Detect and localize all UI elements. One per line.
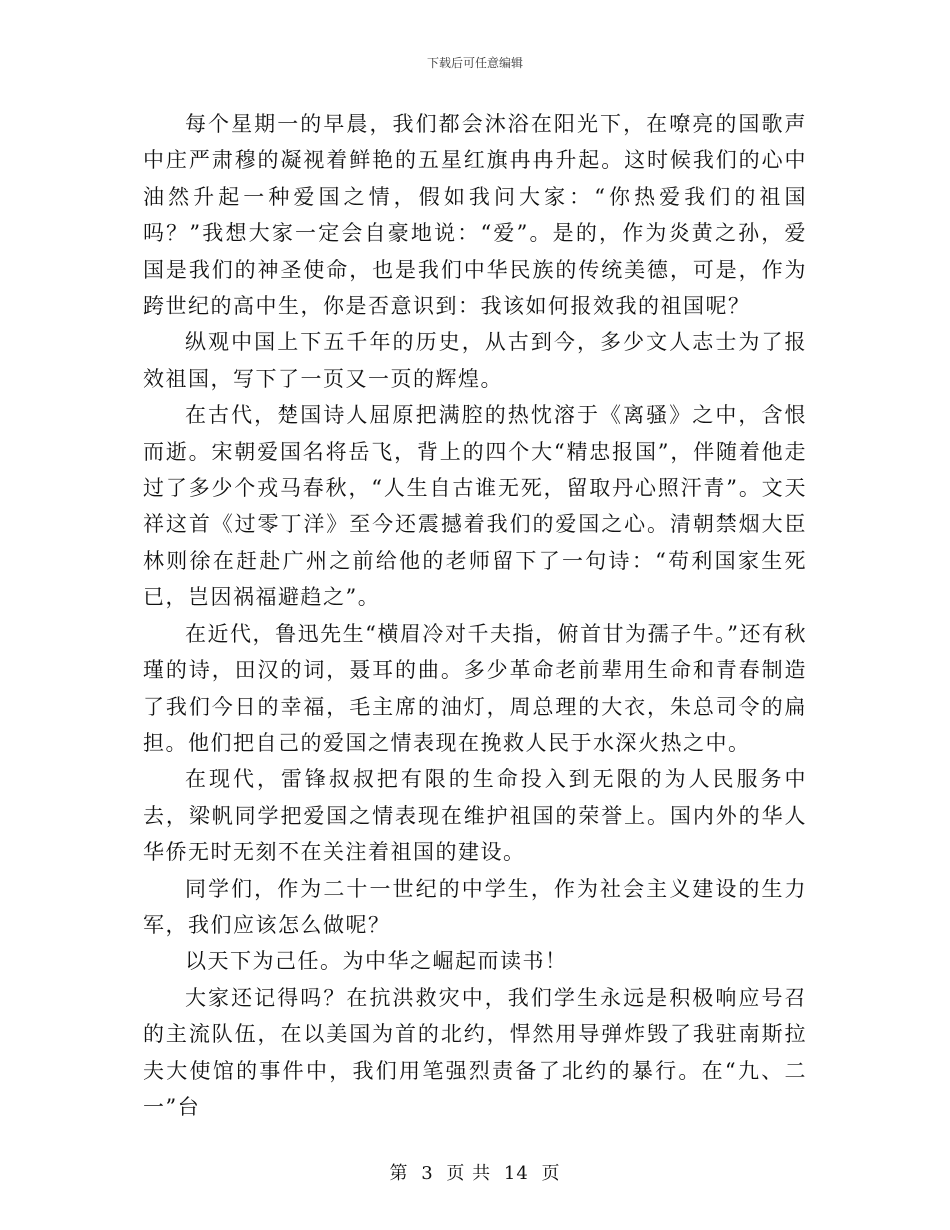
paragraph: 以天下为己任。为中华之崛起而读书！	[185, 949, 568, 974]
footer-middle: 页 共	[446, 1163, 492, 1184]
paragraph: 在现代，雷锋叔叔把有限的生命投入到无限的为人民服务中去，梁帆同学把爱国之情表现在维护祖国的荣誉上。国内外的华人华侨无时无刻不在关注着祖国的建设。	[143, 767, 807, 865]
page-header: 下载后可任意编辑	[426, 56, 523, 70]
paragraph: 每个星期一的早晨，我们都会沐浴在阳光下，在嘹亮的国歌声中庄严肃穆的凝视着鲜艳的五星红旗冉冉升起。这时候我们的心中油然升起一种爱国之情，假如我问大家：“你热爱我们的祖国吗？”我想大家一定会自豪地说：“爱”。是的，作为炎黄之孙，爱国是我们的神圣使命，也是我们中华民族的传统美德，可是，作为跨世纪的高中生，你是否意识到：我该如何报效我的祖国呢？	[143, 112, 807, 319]
paragraph: 纵观中国上下五千年的历史，从古到今，多少文人志士为了报效祖国，写下了一页又一页的辉煌。	[143, 330, 807, 391]
total-page-count: 14	[503, 1163, 529, 1184]
document-body	[143, 106, 807, 1125]
footer-suffix: 页	[541, 1163, 561, 1184]
paragraph: 同学们，作为二十一世纪的中学生，作为社会主义建设的生力军，我们应该怎么做呢？	[143, 876, 807, 937]
page-footer	[0, 1159, 950, 1185]
paragraph: 大家还记得吗？在抗洪救灾中，我们学生永远是积极响应号召的主流队伍，在以美国为首的北约，悍然用导弹炸毁了我驻南斯拉夫大使馆的事件中，我们用笔强烈责备了北约的暴行。在“九、二一”台	[143, 985, 807, 1119]
paragraph: 在古代，楚国诗人屈原把满腔的热忱溶于《离骚》之中，含恨而逝。宋朝爱国名将岳飞，背上的四个大“精忠报国”，伴随着他走过了多少个戎马春秋，“人生自古谁无死，留取丹心照汗青”。文天祥这首《过零丁洋》至今还震撼着我们的爱国之心。清朝禁烟大臣林则徐在赶赴广州之前给他的老师留下了一句诗：“苟利国家生死已，岂因祸福避趋之”。	[143, 403, 807, 610]
paragraph: 在近代，鲁迅先生“横眉冷对千夫指，俯首甘为孺子牛。”还有秋瑾的诗，田汉的词，聂耳的曲。多少革命老前辈用生命和青春制造了我们今日的幸福，毛主席的油灯，周总理的大衣，朱总司令的扁担。他们把自己的爱国之情表现在挽救人民于水深火热之中。	[143, 621, 807, 755]
current-page-number: 3	[421, 1163, 434, 1184]
footer-prefix: 第	[389, 1163, 409, 1184]
